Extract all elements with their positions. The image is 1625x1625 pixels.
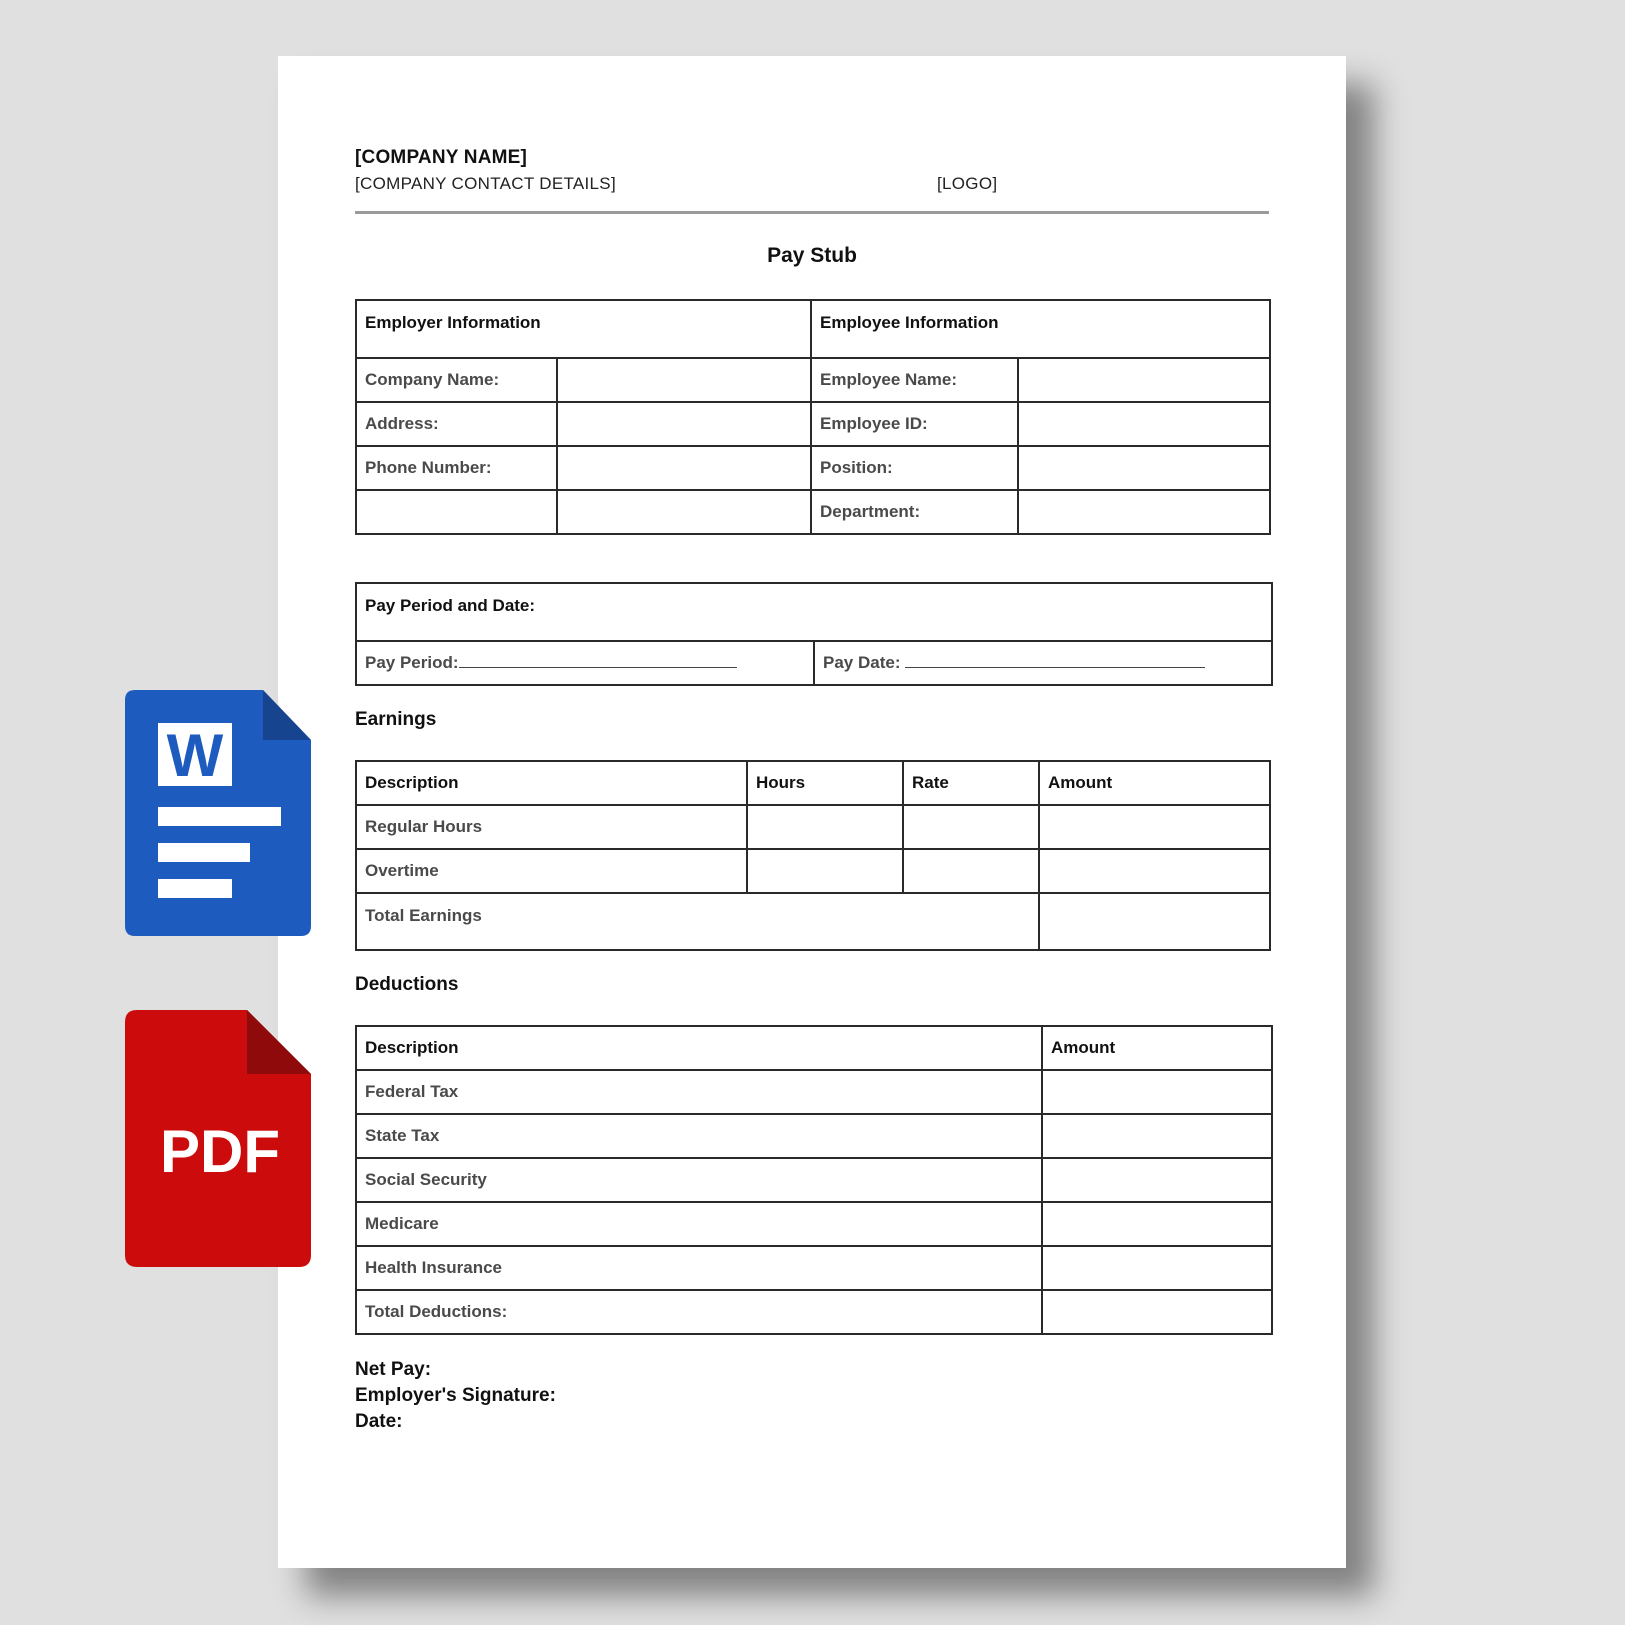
table-row xyxy=(356,1070,1272,1114)
pay-date-label: Pay Date: xyxy=(823,653,901,672)
regular-amount-field[interactable] xyxy=(1039,805,1270,849)
deductions-table xyxy=(355,1025,1273,1335)
company-contact-details: [COMPANY CONTACT DETAILS] xyxy=(355,174,616,193)
pdf-label: PDF xyxy=(160,1118,280,1185)
deductions-col-amount: Amount xyxy=(1042,1026,1272,1070)
company-name: [COMPANY NAME] xyxy=(355,147,528,168)
net-pay-label: Net Pay: xyxy=(355,1359,432,1380)
pay-period-cell[interactable] xyxy=(356,641,814,685)
department-field[interactable] xyxy=(1018,490,1270,534)
state-tax-label: State Tax xyxy=(356,1114,1042,1158)
overtime-rate-field[interactable] xyxy=(903,849,1039,893)
earnings-col-description: Description xyxy=(356,761,747,805)
table-row xyxy=(356,1158,1272,1202)
position-label: Position: xyxy=(811,446,1018,490)
table-row xyxy=(356,1114,1272,1158)
phone-number-field[interactable] xyxy=(557,446,811,490)
word-icon[interactable] xyxy=(125,690,311,936)
employee-information-header: Employee Information xyxy=(811,300,1270,358)
phone-number-label: Phone Number: xyxy=(356,446,557,490)
table-row xyxy=(356,849,1270,893)
employee-name-field[interactable] xyxy=(1018,358,1270,402)
overtime-amount-field[interactable] xyxy=(1039,849,1270,893)
pay-period-label: Pay Period: xyxy=(365,653,459,672)
header-divider xyxy=(355,211,1269,214)
social-security-field[interactable] xyxy=(1042,1158,1272,1202)
employer-signature-label: Employer's Signature: xyxy=(355,1385,556,1406)
pdf-icon[interactable] xyxy=(125,1010,311,1267)
blank-field[interactable] xyxy=(557,490,811,534)
pay-date-cell[interactable] xyxy=(814,641,1272,685)
regular-rate-field[interactable] xyxy=(903,805,1039,849)
table-row xyxy=(356,893,1270,950)
total-earnings-label: Total Earnings xyxy=(356,893,1039,950)
pay-period-and-date-header: Pay Period and Date: xyxy=(356,583,1272,641)
position-field[interactable] xyxy=(1018,446,1270,490)
table-row xyxy=(356,1202,1272,1246)
company-name-field[interactable] xyxy=(557,358,811,402)
health-insurance-label: Health Insurance xyxy=(356,1246,1042,1290)
federal-tax-field[interactable] xyxy=(1042,1070,1272,1114)
employee-name-label: Employee Name: xyxy=(811,358,1018,402)
earnings-table xyxy=(355,760,1271,951)
total-deductions-label: Total Deductions: xyxy=(356,1290,1042,1334)
signature-block xyxy=(355,1357,556,1435)
overtime-hours-field[interactable] xyxy=(747,849,903,893)
medicare-field[interactable] xyxy=(1042,1202,1272,1246)
address-label: Address: xyxy=(356,402,557,446)
logo-placeholder: [LOGO] xyxy=(937,174,998,193)
regular-hours-label: Regular Hours xyxy=(356,805,747,849)
table-row xyxy=(356,1290,1272,1334)
page-title: Pay Stub xyxy=(767,244,857,267)
company-name-label: Company Name: xyxy=(356,358,557,402)
total-earnings-field[interactable] xyxy=(1039,893,1270,950)
employee-id-field[interactable] xyxy=(1018,402,1270,446)
earnings-section-title: Earnings xyxy=(355,709,437,730)
info-table xyxy=(355,299,1271,535)
blank-label xyxy=(356,490,557,534)
employee-id-label: Employee ID: xyxy=(811,402,1018,446)
total-deductions-field[interactable] xyxy=(1042,1290,1272,1334)
deductions-col-description: Description xyxy=(356,1026,1042,1070)
word-letter: W xyxy=(166,722,224,789)
table-row xyxy=(356,805,1270,849)
overtime-label: Overtime xyxy=(356,849,747,893)
regular-hours-field[interactable] xyxy=(747,805,903,849)
earnings-col-amount: Amount xyxy=(1039,761,1270,805)
medicare-label: Medicare xyxy=(356,1202,1042,1246)
employer-information-header: Employer Information xyxy=(356,300,811,358)
date-label: Date: xyxy=(355,1411,403,1432)
address-field[interactable] xyxy=(557,402,811,446)
federal-tax-label: Federal Tax xyxy=(356,1070,1042,1114)
department-label: Department: xyxy=(811,490,1018,534)
earnings-col-hours: Hours xyxy=(747,761,903,805)
pay-period-table xyxy=(355,582,1273,686)
table-row xyxy=(356,1246,1272,1290)
pay-period-underline[interactable] xyxy=(459,653,737,668)
health-insurance-field[interactable] xyxy=(1042,1246,1272,1290)
social-security-label: Social Security xyxy=(356,1158,1042,1202)
pay-date-underline[interactable] xyxy=(905,653,1205,668)
state-tax-field[interactable] xyxy=(1042,1114,1272,1158)
document-page xyxy=(278,56,1346,1568)
deductions-section-title: Deductions xyxy=(355,974,459,995)
earnings-col-rate: Rate xyxy=(903,761,1039,805)
